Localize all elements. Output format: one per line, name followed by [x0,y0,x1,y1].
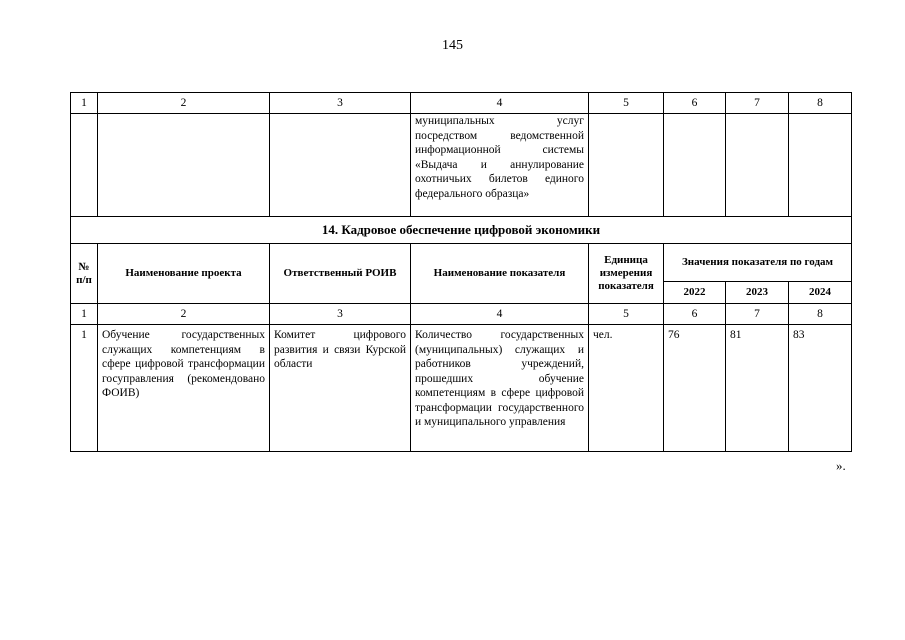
column-number: 7 [726,304,789,325]
column-number: 8 [789,93,852,114]
column-number-row [71,93,852,114]
column-number: 2 [98,93,270,114]
header-year: 2024 [789,282,852,304]
indicators-table [70,92,852,452]
row-number: 1 [71,325,98,452]
column-number: 3 [270,93,411,114]
column-number: 1 [71,93,98,114]
column-number: 3 [270,304,411,325]
table-row [71,325,852,452]
column-number: 7 [726,93,789,114]
indicator-cell: Количество государственных (муниципальных) служащих и работников учреждений, прошедших обучение компетенциям в сфере цифровой трансформации государственного и муниципального управления [411,325,589,452]
header-year: 2022 [664,282,726,304]
header-indicator: Наименование показателя [411,244,589,304]
continuation-indicator-cell: муниципальных услуг посредством ведомственной информационной системы «Выдача и аннулирование охотничьих билетов единого федерального образца» [411,114,589,217]
column-number: 5 [589,304,664,325]
column-number: 8 [789,304,852,325]
column-number: 4 [411,304,589,325]
header-year: 2023 [726,282,789,304]
value-2024-cell: 83 [789,325,852,452]
value-2022-cell: 76 [664,325,726,452]
column-number: 6 [664,93,726,114]
header-roiv: Ответственный РОИВ [270,244,411,304]
header-row [71,244,852,282]
closing-quote: ». [836,458,846,473]
unit-cell: чел. [589,325,664,452]
header-project: Наименование проекта [98,244,270,304]
roiv-cell: Комитет цифрового развития и связи Курской области [270,325,411,452]
column-number: 1 [71,304,98,325]
header-unit: Единица измерения показателя [589,244,664,304]
column-number: 5 [589,93,664,114]
project-name-cell: Обучение государственных служащих компетенциям в сфере цифровой трансформации госуправления (рекомендовано ФОИВ) [98,325,270,452]
column-number-row [71,304,852,325]
section-title: 14. Кадровое обеспечение цифровой экономики [71,217,852,244]
header-values: Значения показателя по годам [664,244,852,282]
column-number: 4 [411,93,589,114]
value-2023-cell: 81 [726,325,789,452]
column-number: 2 [98,304,270,325]
header-number: № п/п [71,244,98,304]
section-title-row [71,217,852,244]
page-number: 145 [442,38,463,53]
continuation-row [71,114,852,217]
column-number: 6 [664,304,726,325]
